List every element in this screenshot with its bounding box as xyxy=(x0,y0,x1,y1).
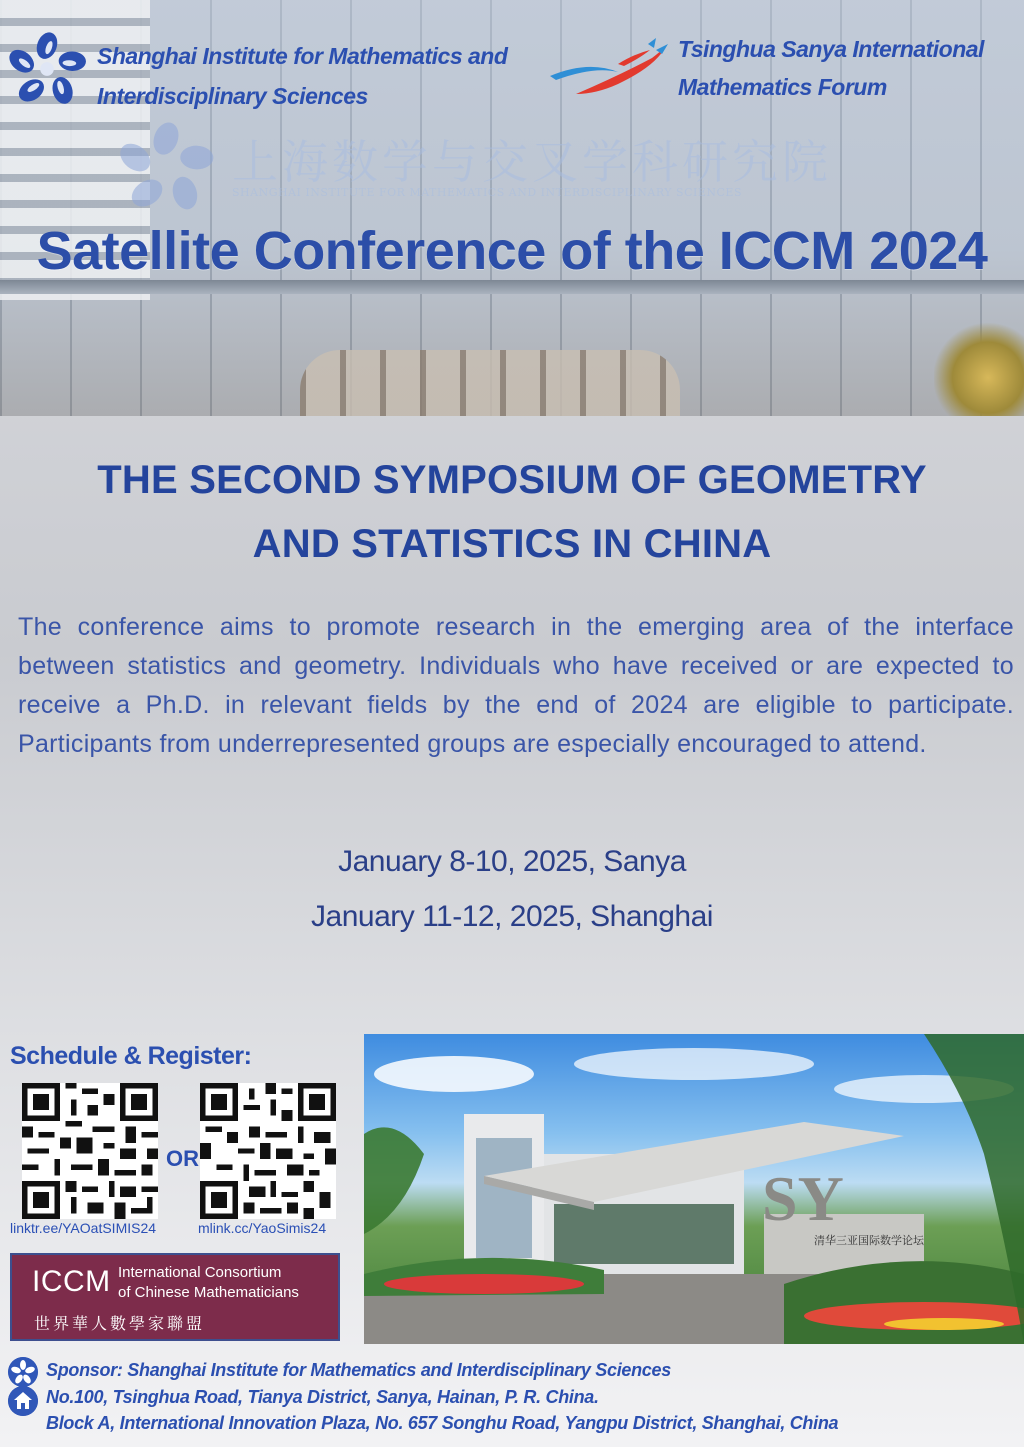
facade-sign xyxy=(116,122,836,212)
qr-code-icon[interactable] xyxy=(200,1083,336,1219)
schedule-register-label: Schedule & Register: xyxy=(10,1042,252,1070)
iccm-name-line-2: of Chinese Mathematicians xyxy=(118,1284,299,1301)
sim-name-line-1: Shanghai Institute for Mathematics and xyxy=(97,43,508,69)
address-sanya: No.100, Tsinghua Road, Tianya District, Sanya, Hainan, P. R. China. xyxy=(46,1387,599,1407)
symposium-title-line-2: AND STATISTICS IN CHINA xyxy=(252,522,772,566)
qr-code-icon[interactable] xyxy=(22,1083,158,1219)
or-label: OR xyxy=(166,1146,199,1171)
symposium-title-line-1: THE SECOND SYMPOSIUM OF GEOMETRY xyxy=(97,458,927,502)
register-link-1[interactable]: linktr.ee/YAOatSIMIS24 xyxy=(10,1220,157,1236)
entrance-canopy xyxy=(0,280,1024,294)
address-shanghai: Block A, International Innovation Plaza, No. 657 Songhu Road, Yangpu District, Shanghai, China xyxy=(46,1413,839,1433)
venue-sign-chinese: 清华三亚国际数学论坛 xyxy=(814,1234,924,1247)
conference-description: The conference aims to promote research in the emerging area of the interface between statistics and geometry. Individuals who have received or are expected to receive a Ph.D. in relevant fields by the end of 2024 are eligible to participate. Participants from underrepresented groups are especially encouraged to attend. xyxy=(18,613,1014,758)
sim-name-line-2: Interdisciplinary Sciences xyxy=(97,83,368,109)
symposium-title xyxy=(0,448,1024,576)
sponsor-text: Sponsor: Shanghai Institute for Mathematics and Interdisciplinary Sciences xyxy=(46,1360,671,1380)
venue-photo-illustration xyxy=(364,1034,1024,1344)
sim-name xyxy=(97,36,517,116)
sim-logo-icon xyxy=(8,32,86,106)
facade-logo-icon xyxy=(116,122,216,212)
sponsor-icon xyxy=(8,1357,38,1387)
home-icon xyxy=(8,1386,38,1416)
iccm-chinese-name: 世界華人數學家聯盟 xyxy=(34,1314,206,1333)
venue-sign-letters: SY xyxy=(762,1163,844,1234)
register-link-2[interactable]: mlink.cc/YaoSimis24 xyxy=(198,1220,327,1236)
iccm-abbreviation: ICCM xyxy=(32,1265,111,1298)
tsimf-logo-icon xyxy=(548,36,674,98)
conference-title: Satellite Conference of the ICCM 2024 xyxy=(36,221,988,281)
tsimf-name-line-2: Mathematics Forum xyxy=(678,74,887,100)
date-sanya: January 8-10, 2025, Sanya xyxy=(338,845,686,878)
iccm-full-name xyxy=(118,1263,299,1303)
hero-banner xyxy=(0,0,1024,416)
revolving-doors xyxy=(300,350,680,416)
tsimf-name-line-1: Tsinghua Sanya International xyxy=(678,36,984,62)
iccm-name-line-1: International Consortium xyxy=(118,1264,282,1281)
venue-photo xyxy=(364,1034,1024,1344)
date-shanghai: January 11-12, 2025, Shanghai xyxy=(311,900,713,933)
iccm-badge xyxy=(10,1253,340,1341)
conference-dates xyxy=(0,834,1024,944)
tsimf-name xyxy=(678,30,998,106)
facade-chinese-name: 上海数学与交叉学科研究院 xyxy=(232,135,832,189)
plant-foliage xyxy=(934,320,1024,416)
facade-english-name: SHANGHAI INSTITUTE FOR MATHEMATICS AND INTERDISCIPLINARY SCIENCES xyxy=(232,186,742,199)
